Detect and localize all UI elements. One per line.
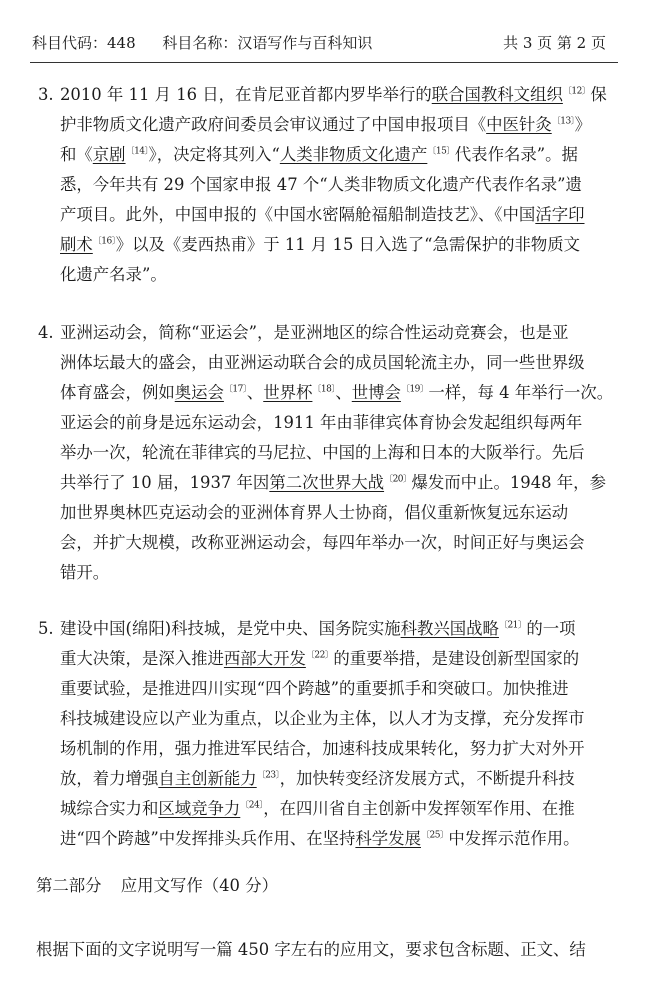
text-line — [60, 110, 616, 140]
text-run: 一样，每 4 年举行一次。 — [428, 383, 614, 402]
underlined-term: 刷术 — [60, 235, 93, 254]
footnote-ref: 〔18〕 — [312, 384, 336, 395]
underlined-term: 奥运会 — [174, 383, 224, 402]
text-line — [60, 704, 616, 734]
text-run: 保 — [590, 85, 607, 104]
text-run: 悉，今年共有 29 个国家申报 47 个“人类非物质文化遗产代表作名录”遗 — [60, 175, 582, 194]
text-line — [60, 408, 616, 438]
section-heading — [36, 872, 278, 896]
text-run: 亚洲运动会，简称“亚运会”，是亚洲地区的综合性运动竞赛会，也是亚 — [60, 323, 569, 342]
footnote-ref: 〔19〕 — [400, 384, 429, 395]
text-run: 的一项 — [526, 619, 576, 638]
text-run: 洲体坛最大的盛会，由亚洲运动联合会的成员国轮流主办，同一些世界级 — [60, 353, 585, 372]
text-run: 的重要举措，是建设创新型国家的 — [333, 649, 580, 668]
text-run: 、 — [246, 383, 264, 402]
subject-code: 科目代码：448 — [32, 34, 136, 52]
text-line — [60, 614, 616, 644]
text-line — [60, 734, 616, 764]
underlined-term: 科学发展 — [355, 829, 421, 848]
text-line — [60, 498, 616, 528]
underlined-term: 活字印 — [535, 205, 585, 224]
text-run: 爆发而中止。1948 年，参 — [411, 473, 606, 492]
text-run: 2010 年 11 月 16 日，在肯尼亚首都内罗毕举行的 — [60, 85, 432, 104]
footnote-ref: 〔24〕 — [240, 800, 264, 811]
footnote-ref: 〔23〕 — [256, 770, 280, 781]
underlined-term: 人类非物质文化遗产 — [279, 145, 428, 164]
text-run: 》 — [574, 115, 592, 134]
text-run: 化遗产名录”。 — [60, 265, 167, 284]
text-run: 体育盛会，例如 — [60, 383, 175, 402]
text-run: 产项目。此外，中国申报的《中国水密隔舱福船制造技艺》、《中国 — [60, 205, 536, 224]
underlined-term: 京剧 — [92, 145, 126, 164]
text-run: 会，并扩大规模，改称亚洲运动会，每四年举办一次，时间正好与奥运会 — [60, 533, 585, 552]
instruction-text: 根据下面的文字说明写一篇 450 字左右的应用文，要求包含标题、正文、结 — [36, 940, 586, 959]
text-line — [60, 764, 616, 794]
text-run: 》以及《麦西热甫》于 11 月 15 日入选了“急需保护的非物质文 — [115, 235, 581, 254]
text-line — [60, 794, 616, 824]
text-run: 重大决策，是深入推进 — [60, 649, 224, 668]
text-line — [60, 318, 616, 348]
text-line — [60, 80, 616, 110]
item-number: 5. — [38, 619, 54, 638]
text-line — [60, 140, 616, 170]
subject-name: 科目名称：汉语写作与百科知识 — [162, 34, 373, 52]
page-header — [30, 14, 618, 54]
text-run: 》，决定将其列入“ — [148, 145, 280, 164]
footnote-ref: 〔16〕 — [92, 236, 116, 247]
header-divider — [30, 62, 618, 63]
footnote-ref: 〔12〕 — [562, 86, 591, 97]
text-run: 亚运会的前身是远东运动会，1911 年由菲律宾体育协会发起组织每两年 — [60, 413, 583, 432]
question-item-3 — [38, 80, 616, 290]
underlined-term: 联合国教科文组织 — [431, 85, 563, 104]
text-run: 场机制的作用，强力推进军民结合，加速科技成果转化，努力扩大对外开 — [60, 739, 585, 758]
header-left — [32, 32, 372, 53]
text-run: 进“四个跨越”中发挥排头兵作用、在坚持 — [60, 829, 356, 848]
item-number: 4. — [38, 323, 54, 342]
footnote-ref: 〔14〕 — [125, 146, 149, 157]
text-run: 举办一次，轮流在菲律宾的马尼拉、中国的上海和日本的大阪举行。先后 — [60, 443, 585, 462]
text-run: 建设中国(绵阳)科技城，是党中央、国务院实施 — [60, 619, 401, 638]
text-run: 科技城建设应以产业为重点，以企业为主体，以人才为支撑，充分发挥市 — [60, 709, 585, 728]
footnote-ref: 〔20〕 — [384, 474, 412, 485]
page-info: 共 3 页 第 2 页 — [503, 34, 606, 52]
text-line — [60, 438, 616, 468]
underlined-term: 中医针灸 — [486, 115, 552, 134]
footnote-ref: 〔21〕 — [498, 620, 527, 631]
text-run: 放，着力增强 — [60, 769, 159, 788]
text-run: 中发挥示范作用。 — [448, 829, 580, 848]
text-line — [60, 170, 616, 200]
text-line — [60, 200, 616, 230]
text-run: 加世界奥林匹克运动会的亚洲体育界人士协商，倡仪重新恢复远东运动 — [60, 503, 569, 522]
section-name: 应用文写作（40 分） — [120, 876, 278, 895]
underlined-term: 第二次世界大战 — [269, 473, 385, 492]
text-line — [60, 468, 616, 498]
underlined-term: 区域竞争力 — [158, 799, 241, 818]
text-run: 重要试验，是推进四川实现“四个跨越”的重要抓手和突破口。加快推进 — [60, 679, 569, 698]
text-line — [60, 674, 616, 704]
text-line — [60, 378, 616, 408]
underlined-term: 自主创新能力 — [158, 769, 257, 788]
text-run: 、 — [335, 383, 352, 402]
underlined-term: 世界杯 — [263, 383, 313, 402]
footnote-ref: 〔15〕 — [427, 146, 455, 157]
item-body — [60, 614, 616, 854]
footnote-ref: 〔13〕 — [551, 116, 575, 127]
text-run: ，加快转变经济发展方式，不断提升科技 — [279, 769, 575, 788]
text-run: ，在四川省自主创新中发挥领军作用、在推 — [263, 799, 575, 818]
text-line — [60, 348, 616, 378]
underlined-term: 西部大开发 — [223, 649, 306, 668]
footnote-ref: 〔22〕 — [305, 650, 334, 661]
text-line — [60, 558, 616, 588]
text-run: 共举行了 10 届，1937 年因 — [60, 473, 270, 492]
text-line — [60, 644, 616, 674]
footnote-ref: 〔25〕 — [420, 830, 449, 841]
text-run: 护非物质文化遗产政府间委员会审议通过了中国申报项目《 — [60, 115, 487, 134]
text-line — [60, 230, 616, 260]
text-run: 和《 — [60, 145, 93, 164]
item-body — [60, 318, 616, 588]
question-item-5 — [38, 614, 616, 854]
text-run: 代表作名录”。据 — [454, 145, 578, 164]
text-run: 错开。 — [60, 563, 110, 582]
section-title: 第二部分 — [36, 876, 102, 895]
underlined-term: 科教兴国战略 — [400, 619, 499, 638]
item-number: 3. — [38, 85, 54, 104]
footnote-ref: 〔17〕 — [223, 384, 247, 395]
text-line — [60, 528, 616, 558]
text-line — [60, 824, 616, 854]
item-body — [60, 80, 616, 290]
text-line — [60, 260, 616, 290]
text-run: 城综合实力和 — [60, 799, 159, 818]
underlined-term: 世博会 — [351, 383, 401, 402]
question-item-4 — [38, 318, 616, 588]
